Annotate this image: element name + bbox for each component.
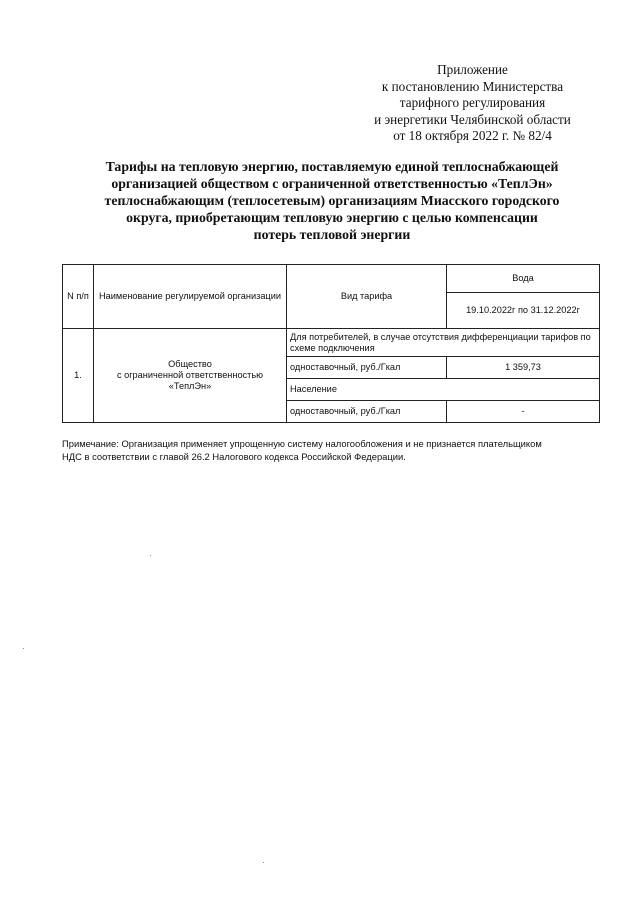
row-num: 1. xyxy=(63,329,94,423)
note-line: НДС в соответствии с главой 26.2 Налогового кодекса Российской Федерации. xyxy=(62,450,406,462)
tariff-label: одноставочный, руб./Гкал xyxy=(287,357,447,379)
appendix-line: к постановлению Министерства xyxy=(381,78,564,94)
title-line: округа, приобретающим тепловую энергию с целью компенсации xyxy=(126,210,538,225)
tariff-value: - xyxy=(447,401,600,423)
tariff-table xyxy=(62,264,600,423)
appendix-line: от 18 октября 2022 г. № 82/4 xyxy=(393,128,552,143)
title-line: Тарифы на тепловую энергию, поставляемую единой теплоснабжающей xyxy=(105,159,559,174)
header-tariff-type: Вид тарифа xyxy=(287,265,447,329)
document-title xyxy=(62,158,602,243)
section-consumers: Для потребителей, в случае отсутствия дифференциации тарифов по схеме подключения xyxy=(287,329,600,357)
note-line: Примечание: Организация применяет упрощенную систему налогообложения и не признается плательщиком xyxy=(62,438,542,449)
header-org: Наименование регулируемой организации xyxy=(94,265,287,329)
title-line: организацией обществом с ограниченной ответственностью «ТеплЭн» xyxy=(111,176,553,191)
scan-speck xyxy=(23,648,24,649)
title-line: потерь тепловой энергии xyxy=(253,227,411,242)
appendix-line: тарифного регулирования xyxy=(399,95,546,110)
section-population: Население xyxy=(287,379,600,401)
header-water: Вода xyxy=(447,265,600,293)
table-row xyxy=(63,329,600,357)
header-period: 19.10.2022г по 31.12.2022г xyxy=(447,293,600,329)
scan-speck xyxy=(150,555,151,556)
appendix-block xyxy=(340,62,605,145)
tariff-value: 1 359,73 xyxy=(447,357,600,379)
table-header-row xyxy=(63,265,600,293)
note-block xyxy=(62,438,602,463)
header-num: N п/п xyxy=(63,265,94,329)
org-line: с ограниченной ответственностью xyxy=(116,370,264,380)
tariff-label: одноставочный, руб./Гкал xyxy=(287,401,447,423)
appendix-line: Приложение xyxy=(437,62,508,77)
org-line: Общество xyxy=(168,359,212,369)
row-org xyxy=(94,329,287,423)
scan-speck xyxy=(263,862,264,863)
appendix-line: и энергетики Челябинской области xyxy=(374,111,571,127)
title-line: теплоснабжающим (теплосетевым) организациям Миасского городского xyxy=(104,193,560,208)
org-line: «ТеплЭн» xyxy=(168,381,212,391)
